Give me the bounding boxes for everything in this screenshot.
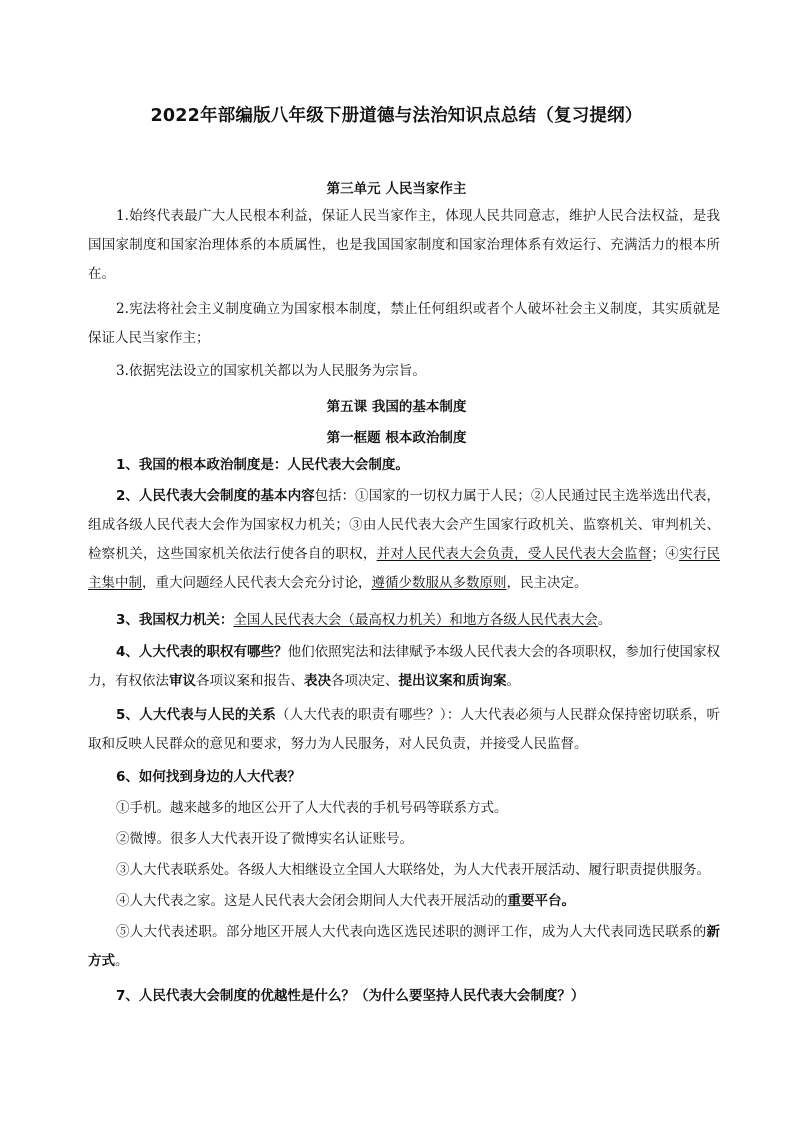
question-2-text-1: 包括：①国家的一切权力属于人民；②人民通过民主选举选出代表，组成各级人民代表大会作为国家权力机关；③由人民代表大会产生国家行政机关、监察机关、审判机关、检察机关，这些国家机关依法行使各自的职权， xyxy=(88,488,720,562)
question-5-heading: 5、人大代表与人民的关系 xyxy=(116,707,276,723)
q6-item-4-bold: 重要平台。 xyxy=(507,893,575,909)
unit-point-1: 1.始终代表最广大人民根本利益，保证人民当家作主，体现人民共同意志，维护人民合法权益，是我国国家制度和国家治理体系的本质属性，也是我国国家制度和国家治理体系有效运行、充满活力的根本所在。 xyxy=(88,208,720,282)
question-4-text-2: 各项议案和报告、 xyxy=(196,673,304,689)
question-4-bold-2: 表决 xyxy=(304,673,331,689)
q6-item-4 xyxy=(88,887,720,916)
q6-item-4-text: ④人大代表之家。这是人民代表大会闭会期间人大代表开展活动的 xyxy=(116,893,508,909)
lesson-heading: 第五课 我国的基本制度 xyxy=(326,399,467,415)
question-2-underline-1: 并对人民代表大会负责，受人民代表大会监督 xyxy=(376,546,652,562)
question-1: 1、我国的根本政治制度是：人民代表大会制度。 xyxy=(116,457,409,473)
q6-item-5 xyxy=(88,918,720,976)
question-2-text-3: ，重大问题经人民代表大会充分讨论， xyxy=(142,575,372,591)
unit-heading: 第三单元 人民当家作主 xyxy=(326,181,467,197)
question-4-heading: 4、人大代表的职权有哪些？ xyxy=(116,644,288,660)
unit-point-3: 3.依据宪法设立的国家机关都以为人民服务为宗旨。 xyxy=(116,363,426,379)
question-2-underline-3: 遵循少数服从多数原则 xyxy=(371,575,507,591)
question-3-text: 。 xyxy=(597,612,612,628)
q6-item-2: ②微博。很多人大代表开设了微博实名认证账号。 xyxy=(116,831,413,847)
question-4 xyxy=(88,638,720,696)
question-3 xyxy=(88,606,720,635)
section-heading: 第一框题 根本政治制度 xyxy=(326,430,467,446)
question-7: 7、人民代表大会制度的优越性是什么？（为什么要坚持人民代表大会制度？） xyxy=(116,988,585,1004)
question-4-bold-1: 审议 xyxy=(169,673,196,689)
q6-item-3: ③人大代表联系处。各级人大相继设立全国人大联络处，为人大代表开展活动、履行职责提供服务。 xyxy=(116,862,710,878)
question-6: 6、如何找到身边的人大代表？ xyxy=(116,769,301,785)
question-5 xyxy=(88,701,720,759)
question-2 xyxy=(88,482,720,598)
q6-item-5-text-1: ⑤人大代表述职。部分地区开展人大代表向选区选民述职的测评工作，成为人大代表同选民联系的 xyxy=(116,924,707,940)
question-4-text-1: 他们依照宪法和法律赋予本级人民代表大会的各项职权，参加行使国家权力，有权依法 xyxy=(88,644,720,689)
q6-item-5-text-2: 。 xyxy=(115,953,129,969)
question-4-text-3: 各项决定、 xyxy=(331,673,399,689)
q6-item-1: ①手机。越来越多的地区公开了人大代表的手机号码等联系方式。 xyxy=(116,800,508,816)
question-2-text-2: ；④ xyxy=(651,546,680,562)
question-5-text: （人大代表的职责有哪些？）：人大代表必须与人民群众保持密切联系，听取和反映人民群众的意见和要求，努力为人民服务，对人民负责，并接受人民监督。 xyxy=(88,707,720,752)
question-2-underline-2: 实行民主集中制 xyxy=(88,546,721,591)
question-2-text-4: ，民主决定。 xyxy=(506,575,588,591)
question-3-heading: 3、我国权力机关： xyxy=(116,612,234,628)
question-2-heading: 2、人民代表大会制度的基本内容 xyxy=(116,488,315,504)
question-4-text-4: 。 xyxy=(506,673,520,689)
question-3-underline: 全国人民代表大会（最高权力机关）和地方各级人民代表大会 xyxy=(233,612,598,628)
question-4-bold-3: 提出议案和质询案 xyxy=(398,673,507,689)
document-title: 2022年部编版八年级下册道德与法治知识点总结（复习提纲） xyxy=(150,106,643,126)
q6-item-5-bold: 新方式 xyxy=(88,924,720,969)
unit-point-2: 2.宪法将社会主义制度确立为国家根本制度，禁止任何组织或者个人破坏社会主义制度，其实质就是保证人民当家作主； xyxy=(88,301,720,346)
